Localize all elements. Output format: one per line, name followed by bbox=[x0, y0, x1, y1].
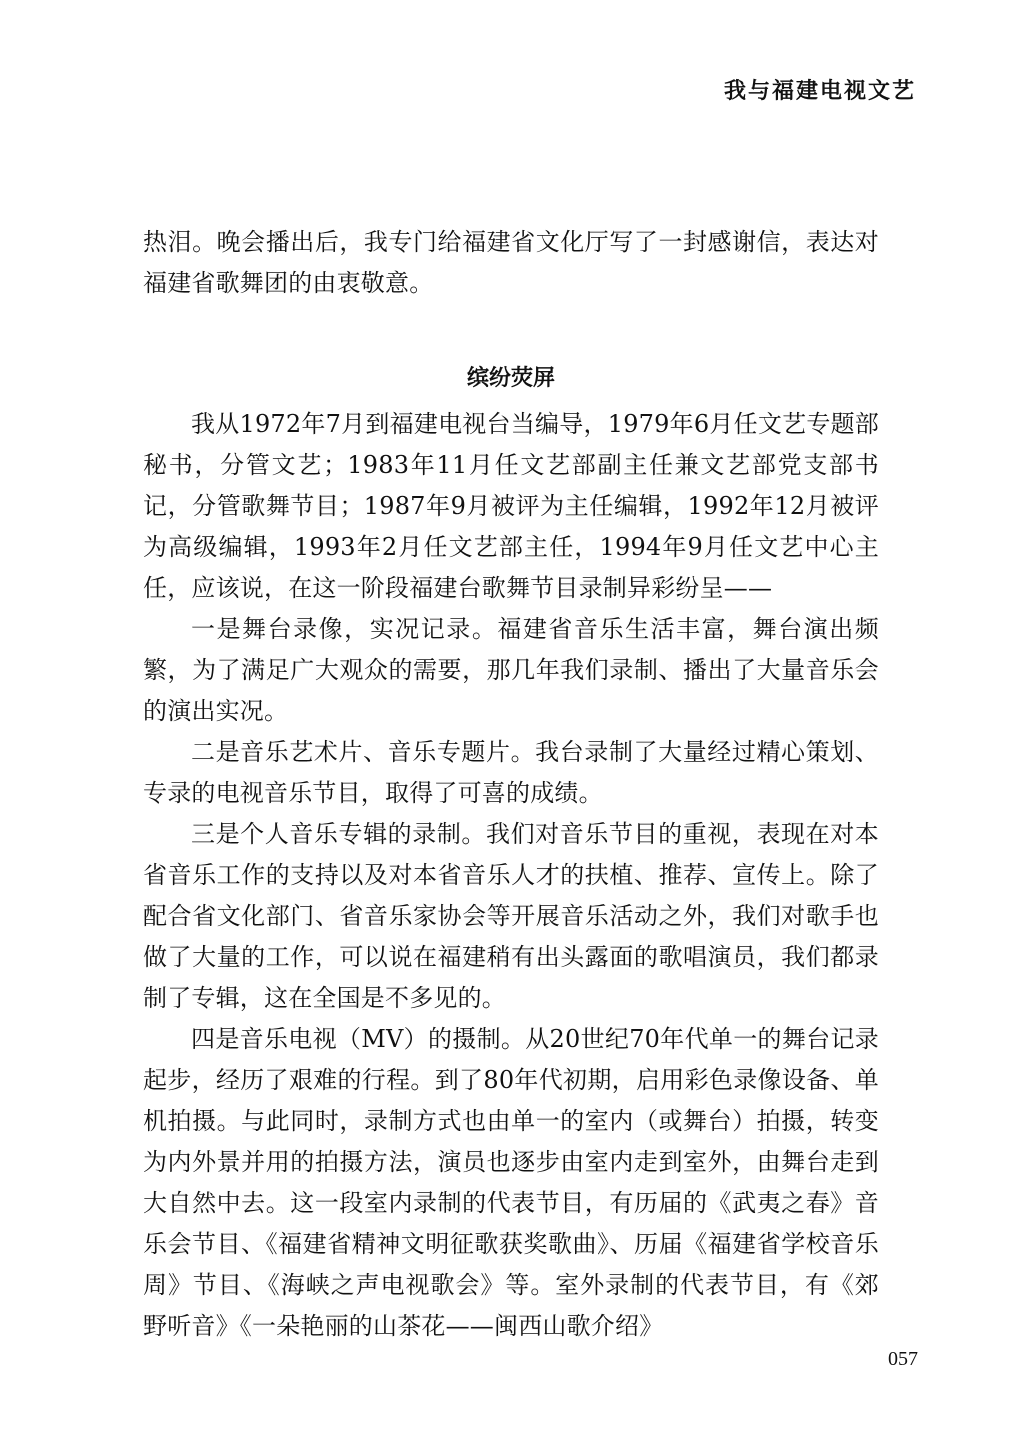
page-number: 057 bbox=[888, 1348, 918, 1370]
section-title: 缤纷荧屏 bbox=[466, 365, 555, 391]
running-header-title: 我与福建电视文艺 bbox=[723, 78, 916, 104]
body-paragraph-3: 二是音乐艺术片、音乐专题片。我台录制了大量经过精心策划、专录的电视音乐节目，取得了可喜的成绩。 bbox=[143, 738, 879, 807]
body-paragraph-4: 三是个人音乐专辑的录制。我们对音乐节目的重视，表现在对本省音乐工作的支持以及对本省音乐人才的扶植、推荐、宣传上。除了配合省文化部门、省音乐家协会等开展音乐活动之外，我们对歌手也做了大量的工作，可以说在福建稍有出头露面的歌唱演员，我们都录制了专辑，这在全国是不多见的。 bbox=[143, 820, 879, 1012]
body-paragraph-2: 一是舞台录像，实况记录。福建省音乐生活丰富，舞台演出频繁，为了满足广大观众的需要，那几年我们录制、播出了大量音乐会的演出实况。 bbox=[143, 615, 879, 725]
body-paragraph-5: 四是音乐电视（MV）的摄制。从20世纪70年代单一的舞台记录起步，经历了艰难的行程。到了80年代初期，启用彩色录像设备、单机拍摄。与此同时，录制方式也由单一的室内（或舞台）拍摄，转变为内外景并用的拍摄方法，演员也逐步由室内走到室外，由舞台走到大自然中去。这一段室内录制的代表节目，有历届的《武夷之春》音乐会节目、《福建省精神文明征歌获奖歌曲》、历届《福建省学校音乐周》节目、《海峡之声电视歌会》等。室外录制的代表节目，有《郊野听音》《一朵艳丽的山茶花——闽西山歌介绍》 bbox=[143, 1025, 879, 1340]
intro-paragraph: 热泪。晚会播出后，我专门给福建省文化厅写了一封感谢信，表达对福建省歌舞团的由衷敬意。 bbox=[143, 228, 879, 297]
body-paragraph-1: 我从1972年7月到福建电视台当编导，1979年6月任文艺专题部秘书，分管文艺；1983年11月任文艺部副主任兼文艺部党支部书记，分管歌舞节目；1987年9月被评为主任编辑，1992年12月被评为高级编辑，1993年2月任文艺部主任，1994年9月任文艺中心主任，应该说，在这一阶段福建台歌舞节目录制异彩纷呈—— bbox=[143, 410, 879, 602]
page-body bbox=[143, 222, 879, 1347]
